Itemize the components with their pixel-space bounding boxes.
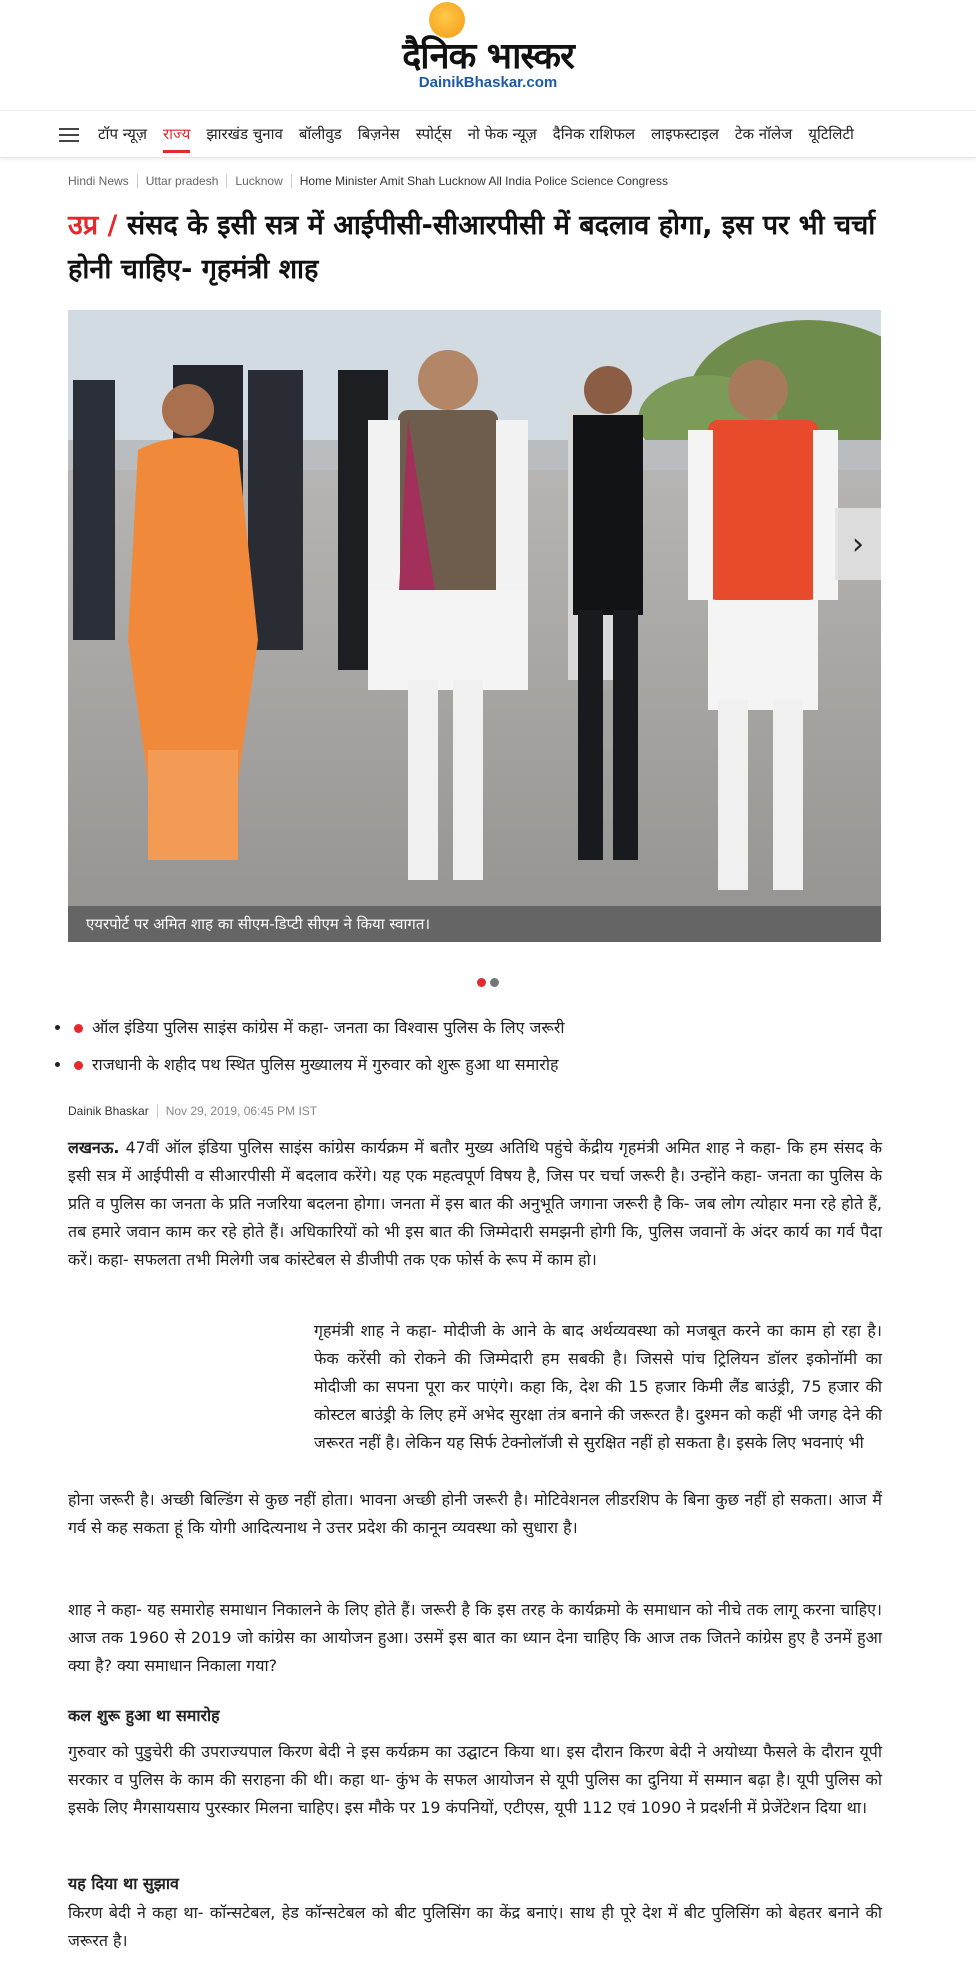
carousel-dot-1[interactable]	[477, 978, 486, 987]
nav-items	[90, 123, 862, 153]
breadcrumb-item-3: Home Minister Amit Shah Lucknow All India Police Science Congress	[299, 174, 668, 188]
breadcrumb-item-2[interactable]: Lucknow	[235, 174, 291, 188]
site-header	[0, 0, 976, 100]
photo-illustration	[68, 310, 881, 942]
nav-item-7[interactable]: दैनिक राशिफल	[552, 125, 636, 143]
nav-item-5[interactable]: स्पोर्ट्स	[415, 125, 452, 143]
nav-item-6[interactable]: नो फेक न्यूज़	[467, 125, 537, 143]
hamburger-menu-icon[interactable]	[59, 128, 79, 142]
nav-item-3[interactable]: बॉलीवुड	[298, 125, 342, 143]
title-text: संसद के इसी सत्र में आईपीसी-सीआरपीसी में बदलाव होगा, इस पर भी चर्चा होनी चाहिए- गृहमंत्री शाह	[68, 210, 876, 285]
nav-item-9[interactable]: टेक नॉलेज	[734, 125, 793, 143]
nav-item-2[interactable]: झारखंड चुनाव	[206, 125, 283, 143]
subheading-suggestion: यह दिया था सुझाव	[68, 1874, 179, 1893]
article-source[interactable]: Dainik Bhaskar	[68, 1104, 158, 1118]
article-paragraph-5: किरण बेदी ने कहा था- कॉन्सटेबल, हेड कॉन्सटेबल को बीट पुलिसिंग का केंद्र बनाएं। साथ ही पूरे देश में बीट पुलिसिंग को बेहतर बनाने की जरूरत है।	[68, 1903, 882, 1950]
article-meta	[68, 1104, 317, 1118]
dateline: लखनऊ.	[68, 1138, 120, 1157]
article-paragraph-4: गुरुवार को पुडुचेरी की उपराज्यपाल किरण बेदी ने इस कर्यक्रम का उद्घाटन किया था। इस दौरान किरण बेदी ने अयोध्या फैसले के दौरान यूपी सरकार व पुलिस के काम की सराहना की थी। कहा था- कुंभ के सफल आयोजन से यूपी पुलिस का दुनिया में सम्मान बढ़ा है। यूपी पुलिस को इसके लिए मैगसायसाय पुरस्कार मिलना चाहिए। इस मौके पर 19 कंपनियों, एटीएस, यूपी 112 एवं 1090 ने प्रदर्शनी में प्रेजेंटेशन दिया था।	[68, 1742, 882, 1817]
title-location-prefix[interactable]: उप्र /	[68, 210, 118, 241]
highlight-item: • ऑल इंडिया पुलिस साइंस कांग्रेस में कहा- जनता का विश्वास पुलिस के लिए जरूरी	[72, 1018, 892, 1038]
nav-item-4[interactable]: बिज़नेस	[357, 125, 400, 143]
article-paragraph-2: गृहमंत्री शाह ने कहा- मोदीजी के आने के बाद अर्थव्यवस्था को मजबूत करने का काम हो रहा है। फेक करेंसी को रोकने की जिम्मेदारी हम सबकी है। जिससे पांच ट्रिलियन डॉलर इकोनॉमी का मोदीजी का सपना पूरा कर पाएंगे। कहा कि, देश की 15 हजार किमी लैंड बाउंड्री, 75 हजार की कोस्टल बाउंड्री के लिए हमें अभेद सुरक्षा तंत्र बनाने की जरूरत है। दुश्मन को कहीं भी जगह देने की जरूरत नहीं है। लेकिन यह सिर्फ टेक्नोलॉजी से सुरक्षित नहीं हो सकता है। इसके लिए भवनाएं भी	[314, 1321, 882, 1452]
article-paragraph-3: शाह ने कहा- यह समारोह समाधान निकालने के लिए होते हैं। जरूरी है कि इस तरह के कार्यक्रमो के समाधान को नीचे तक लागू करना चाहिए। आज तक 1960 से 2019 जो कांग्रेस का आयोजन हुआ। उसमें इस बात का ध्यान देना चाहिए कि आज तक जितने कांग्रेस हुए है उनमें हुआ क्या है? क्या समाधान निकाला गया?	[68, 1600, 882, 1675]
article-paragraph-1	[68, 1134, 882, 1274]
subheading-ceremony-started: कल शुरू हुआ था समारोह	[68, 1706, 220, 1725]
article-timestamp: Nov 29, 2019, 06:45 PM IST	[165, 1104, 318, 1118]
carousel-dot-2[interactable]	[490, 978, 499, 987]
nav-item-8[interactable]: लाइफस्टाइल	[651, 125, 719, 143]
photo-caption: एयरपोर्ट पर अमित शाह का सीएम-डिप्टी सीएम ने किया स्वागत।	[68, 906, 881, 942]
breadcrumb	[68, 174, 684, 188]
chevron-right-icon: ›	[852, 526, 864, 562]
article-title	[68, 204, 888, 292]
carousel-dots	[0, 972, 976, 991]
paragraph-1-text: 47वीं ऑल इंडिया पुलिस साइंस कांग्रेस कार्यक्रम में बतौर मुख्य अतिथि पहुंचे केंद्रीय गृहमंत्री अमित शाह ने कहा- कि हम संसद के इसी सत्र में आईपीसी व सीआरपीसी में बदलाव करेंगे। यह एक महत्वपूर्ण विषय है, जिस पर चर्चा जरूरी है। उन्होंने कहा- जनता का पुलिस के प्रति व पुलिस का जनता के प्रति नजरिया बदलना होगा। जनता में इस बात की अनुभूति जगाना जरूरी है कि- जब लोग त्योहार मना रहे होते हैं, तब हमारे जवान काम कर रहे होते हैं। अधिकारियों को भी इस बात की जिम्मेदारी समझनी होगी कि, पुलिस जवानों के अंदर कार्य का गर्व पैदा करें। कहा- सफलता तभी मिलेगी जब कांस्टेबल से डीजीपी तक एक फोर्स के रूप में काम हो।	[68, 1138, 882, 1269]
nav-item-10[interactable]: यूटिलिटी	[808, 125, 854, 143]
article-highlights	[72, 1018, 892, 1092]
carousel-next-button[interactable]	[835, 508, 881, 580]
breadcrumb-item-0[interactable]: Hindi News	[68, 174, 138, 188]
nav-item-0[interactable]: टॉप न्यूज़	[98, 125, 147, 143]
nav-item-1[interactable]: राज्य	[155, 123, 198, 153]
article-photo-carousel[interactable]	[68, 310, 881, 942]
site-logo-domain[interactable]: DainikBhaskar.com	[418, 74, 558, 91]
highlight-item: • राजधानी के शहीद पथ स्थित पुलिस मुख्यालय में गुरुवार को शुरू हुआ था समारोह	[72, 1055, 892, 1075]
main-nav	[0, 110, 976, 158]
article-paragraph-2-continued: होना जरूरी है। अच्छी बिल्डिंग से कुछ नहीं होता। भावना अच्छी होनी जरूरी है। मोटिवेशनल लीडरशिप के बिना कुछ नहीं हो सकता। आज मैं गर्व से कह सकता हूं कि योगी आदित्यनाथ ने उत्तर प्रदेश की कानून व्यवस्था को सुधारा है।	[68, 1490, 882, 1537]
breadcrumb-item-1[interactable]: Uttar pradesh	[146, 174, 228, 188]
site-logo[interactable]: दैनिक भास्कर	[402, 36, 574, 77]
